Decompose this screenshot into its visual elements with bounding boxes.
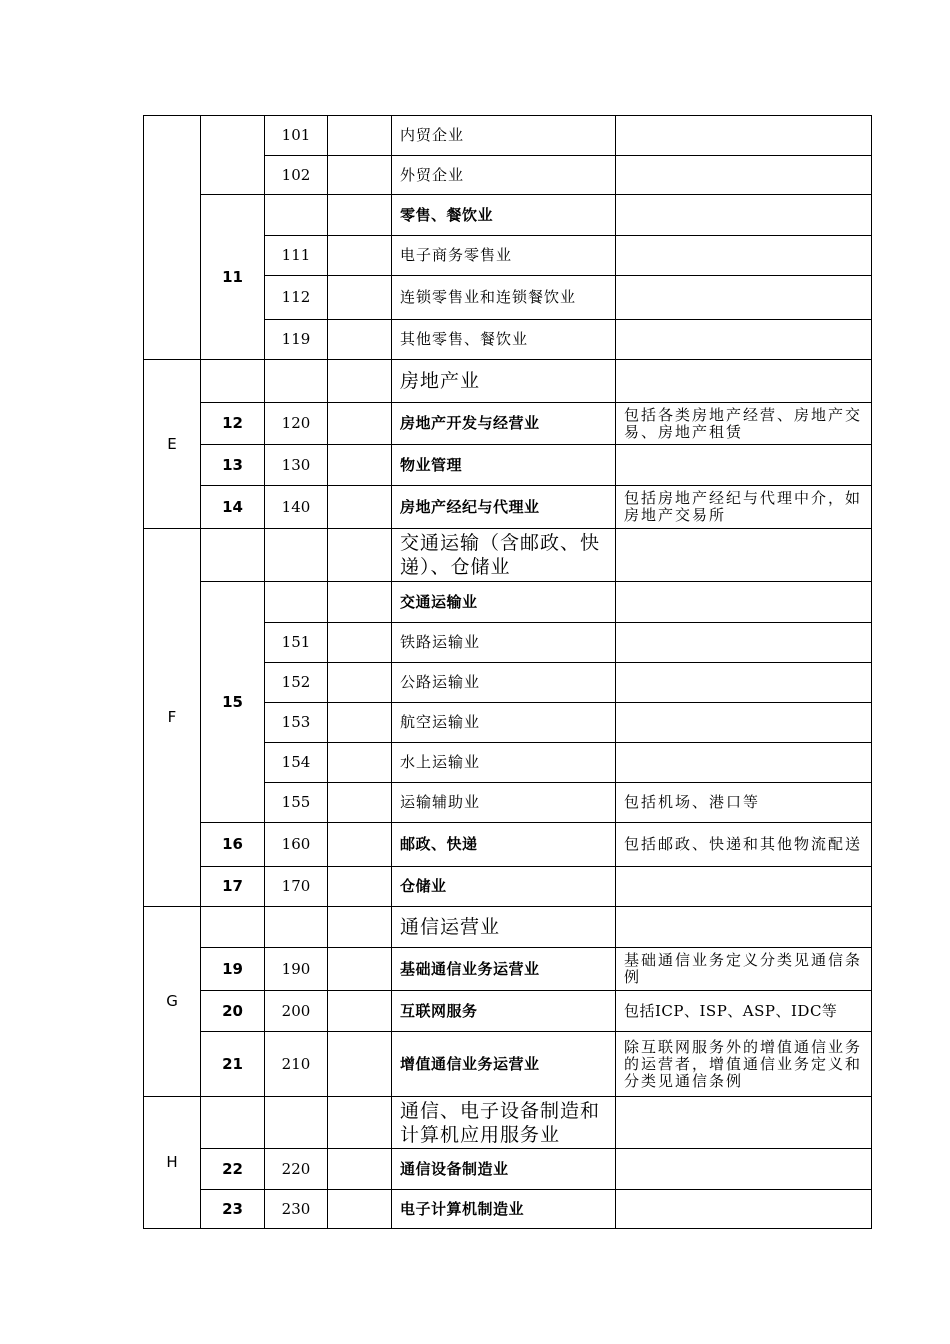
table-row	[144, 948, 872, 991]
note-cell	[616, 1097, 872, 1149]
category-name-cell: 通信设备制造业	[392, 1149, 616, 1190]
table-row	[144, 445, 872, 486]
note-cell	[616, 907, 872, 948]
blank-cell	[328, 403, 392, 445]
table-row	[144, 1097, 872, 1149]
category-name-cell: 航空运输业	[392, 703, 616, 743]
category-name-cell: 房地产经纪与代理业	[392, 486, 616, 529]
blank-cell	[328, 743, 392, 783]
blank-cell	[328, 195, 392, 236]
code-cell: 160	[265, 823, 328, 867]
table-row	[144, 116, 872, 156]
blank-cell	[328, 867, 392, 907]
table-row	[144, 1190, 872, 1229]
table-row	[144, 195, 872, 236]
category-name-cell: 通信、电子设备制造和计算机应用服务业	[392, 1097, 616, 1149]
code-cell: 154	[265, 743, 328, 783]
blank-cell	[328, 907, 392, 948]
note-cell: 包括各类房地产经营、房地产交易、房地产租赁	[616, 403, 872, 445]
code-cell	[265, 195, 328, 236]
blank-cell	[328, 823, 392, 867]
section-cell: H	[144, 1097, 201, 1229]
blank-cell	[328, 623, 392, 663]
industry-classification-table	[143, 115, 872, 1229]
note-cell: 包括邮政、快递和其他物流配送	[616, 823, 872, 867]
category-name-cell: 连锁零售业和连锁餐饮业	[392, 276, 616, 320]
category-name-cell: 公路运输业	[392, 663, 616, 703]
note-cell	[616, 1149, 872, 1190]
code-cell: 111	[265, 236, 328, 276]
category-name-cell: 基础通信业务运营业	[392, 948, 616, 991]
note-cell	[616, 867, 872, 907]
code-cell: 170	[265, 867, 328, 907]
blank-cell	[328, 663, 392, 703]
category-name-cell: 交通运输业	[392, 582, 616, 623]
table-row	[144, 1032, 872, 1097]
code-cell: 119	[265, 320, 328, 360]
table-row	[144, 1149, 872, 1190]
major-code-cell: 22	[201, 1149, 265, 1190]
note-cell	[616, 529, 872, 582]
blank-cell	[328, 156, 392, 195]
major-code-cell	[201, 116, 265, 195]
note-cell: 除互联网服务外的增值通信业务的运营者，增值通信业务定义和分类见通信条例	[616, 1032, 872, 1097]
code-cell: 102	[265, 156, 328, 195]
blank-cell	[328, 1149, 392, 1190]
blank-cell	[328, 360, 392, 403]
major-code-cell: 16	[201, 823, 265, 867]
major-code-cell: 21	[201, 1032, 265, 1097]
code-cell: 112	[265, 276, 328, 320]
blank-cell	[328, 276, 392, 320]
category-name-cell: 交通运输（含邮政、快递）、仓储业	[392, 529, 616, 582]
code-cell: 230	[265, 1190, 328, 1229]
blank-cell	[328, 486, 392, 529]
code-cell	[265, 582, 328, 623]
note-cell	[616, 445, 872, 486]
blank-cell	[328, 236, 392, 276]
blank-cell	[328, 991, 392, 1032]
table-row	[144, 991, 872, 1032]
major-code-cell	[201, 529, 265, 582]
category-name-cell: 物业管理	[392, 445, 616, 486]
note-cell	[616, 116, 872, 156]
note-cell	[616, 743, 872, 783]
blank-cell	[328, 116, 392, 156]
note-cell	[616, 623, 872, 663]
code-cell: 151	[265, 623, 328, 663]
blank-cell	[328, 320, 392, 360]
category-name-cell: 运输辅助业	[392, 783, 616, 823]
note-cell	[616, 195, 872, 236]
category-name-cell: 邮政、快递	[392, 823, 616, 867]
code-cell	[265, 907, 328, 948]
major-code-cell	[201, 360, 265, 403]
code-cell: 130	[265, 445, 328, 486]
category-name-cell: 水上运输业	[392, 743, 616, 783]
major-code-cell: 11	[201, 195, 265, 360]
note-cell	[616, 582, 872, 623]
table-row	[144, 582, 872, 623]
code-cell: 220	[265, 1149, 328, 1190]
category-name-cell: 互联网服务	[392, 991, 616, 1032]
blank-cell	[328, 1190, 392, 1229]
major-code-cell: 12	[201, 403, 265, 445]
table-row	[144, 403, 872, 445]
note-cell: 包括机场、港口等	[616, 783, 872, 823]
table-row	[144, 867, 872, 907]
blank-cell	[328, 445, 392, 486]
note-cell: 包括房地产经纪与代理中介，如房地产交易所	[616, 486, 872, 529]
category-name-cell: 通信运营业	[392, 907, 616, 948]
category-name-cell: 内贸企业	[392, 116, 616, 156]
category-name-cell: 增值通信业务运营业	[392, 1032, 616, 1097]
table-row	[144, 360, 872, 403]
note-cell	[616, 703, 872, 743]
blank-cell	[328, 1097, 392, 1149]
code-cell: 210	[265, 1032, 328, 1097]
major-code-cell: 13	[201, 445, 265, 486]
code-cell: 152	[265, 663, 328, 703]
category-name-cell: 外贸企业	[392, 156, 616, 195]
category-name-cell: 铁路运输业	[392, 623, 616, 663]
code-cell	[265, 529, 328, 582]
code-cell: 155	[265, 783, 328, 823]
section-cell: F	[144, 529, 201, 907]
note-cell	[616, 360, 872, 403]
category-name-cell: 电子商务零售业	[392, 236, 616, 276]
note-cell	[616, 320, 872, 360]
major-code-cell	[201, 907, 265, 948]
table-row	[144, 486, 872, 529]
code-cell: 140	[265, 486, 328, 529]
note-cell	[616, 663, 872, 703]
major-code-cell: 19	[201, 948, 265, 991]
major-code-cell: 17	[201, 867, 265, 907]
category-name-cell: 房地产业	[392, 360, 616, 403]
note-cell: 基础通信业务定义分类见通信条例	[616, 948, 872, 991]
blank-cell	[328, 1032, 392, 1097]
major-code-cell	[201, 1097, 265, 1149]
note-cell	[616, 236, 872, 276]
blank-cell	[328, 948, 392, 991]
section-cell: E	[144, 360, 201, 529]
blank-cell	[328, 703, 392, 743]
code-cell: 200	[265, 991, 328, 1032]
blank-cell	[328, 582, 392, 623]
category-name-cell: 房地产开发与经营业	[392, 403, 616, 445]
table-row	[144, 823, 872, 867]
category-name-cell: 电子计算机制造业	[392, 1190, 616, 1229]
table-row	[144, 907, 872, 948]
section-cell	[144, 116, 201, 360]
code-cell: 190	[265, 948, 328, 991]
code-cell: 101	[265, 116, 328, 156]
code-cell	[265, 1097, 328, 1149]
category-name-cell: 仓储业	[392, 867, 616, 907]
code-cell: 120	[265, 403, 328, 445]
note-cell	[616, 276, 872, 320]
major-code-cell: 20	[201, 991, 265, 1032]
major-code-cell: 14	[201, 486, 265, 529]
major-code-cell: 15	[201, 582, 265, 823]
note-cell: 包括ICP、ISP、ASP、IDC等	[616, 991, 872, 1032]
major-code-cell: 23	[201, 1190, 265, 1229]
note-cell	[616, 156, 872, 195]
table-row	[144, 529, 872, 582]
note-cell	[616, 1190, 872, 1229]
blank-cell	[328, 783, 392, 823]
section-cell: G	[144, 907, 201, 1097]
code-cell: 153	[265, 703, 328, 743]
category-name-cell: 零售、餐饮业	[392, 195, 616, 236]
category-name-cell: 其他零售、餐饮业	[392, 320, 616, 360]
blank-cell	[328, 529, 392, 582]
code-cell	[265, 360, 328, 403]
